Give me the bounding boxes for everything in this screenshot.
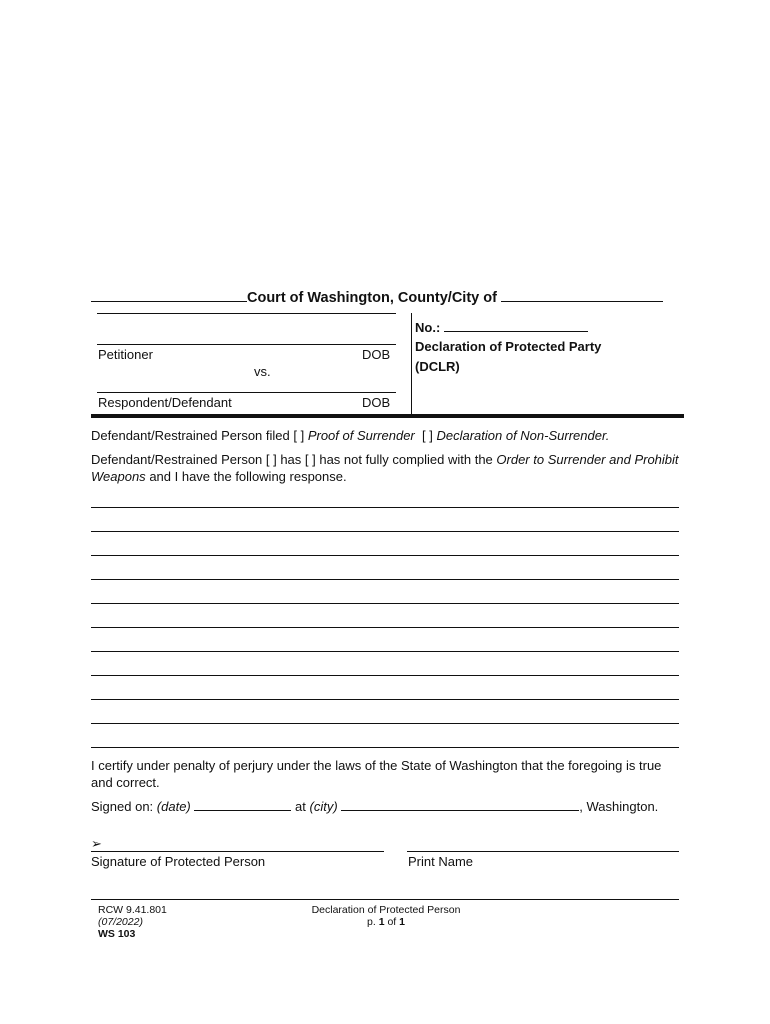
vs-label: vs. bbox=[254, 364, 271, 379]
footer-center bbox=[286, 904, 486, 928]
signature-field[interactable] bbox=[91, 851, 384, 852]
page-indicator bbox=[286, 916, 486, 928]
caption-top-line bbox=[97, 313, 396, 314]
response-line[interactable] bbox=[91, 603, 679, 604]
signed-on-row bbox=[91, 797, 686, 815]
declaration-non-surrender-option[interactable]: Declaration of Non-Surrender. bbox=[436, 428, 610, 443]
filed-checkbox-2[interactable]: [ ] bbox=[422, 428, 433, 443]
case-number-field[interactable] bbox=[444, 318, 588, 332]
complied-suffix: and I have the following response. bbox=[149, 469, 347, 484]
footer-doc-name: Declaration of Protected Person bbox=[311, 904, 461, 916]
at-label: at bbox=[295, 799, 306, 814]
form-revision: (07/2022) bbox=[98, 916, 143, 928]
city-label: (city) bbox=[309, 799, 338, 814]
respondent-dob-label: DOB bbox=[362, 395, 391, 410]
page-number: 1 bbox=[378, 916, 385, 928]
court-name-field[interactable] bbox=[91, 288, 247, 302]
footer-rule bbox=[91, 899, 679, 900]
order-title-part1: Order to Surrender and bbox=[496, 452, 631, 467]
order-title-part2: Prohibit Weapons bbox=[91, 452, 679, 484]
page-total: 1 bbox=[399, 916, 405, 928]
court-title: Court of Washington, County/City of bbox=[247, 290, 497, 306]
response-line[interactable] bbox=[91, 579, 679, 580]
footer-left bbox=[98, 904, 167, 940]
petitioner-label: Petitioner bbox=[98, 347, 153, 362]
filed-statement bbox=[91, 427, 691, 444]
signature-arrow-icon: ➢ bbox=[91, 836, 102, 851]
form-id: WS 103 bbox=[98, 928, 136, 940]
date-field[interactable] bbox=[194, 797, 291, 811]
filed-prefix: Defendant/Restrained Person filed [ ] bbox=[91, 428, 305, 443]
case-number-label: No.: bbox=[415, 320, 441, 335]
response-line[interactable] bbox=[91, 747, 679, 748]
print-name-field[interactable] bbox=[407, 851, 679, 852]
respondent-label: Respondent/Defendant bbox=[98, 395, 232, 410]
signed-on-label: Signed on: bbox=[91, 799, 154, 814]
print-name-label: Print Name bbox=[408, 854, 474, 869]
document-title-line1: Declaration of Protected Party bbox=[415, 339, 602, 354]
response-line[interactable] bbox=[91, 531, 679, 532]
respondent-name-field[interactable] bbox=[97, 392, 396, 393]
petitioner-dob-label: DOB bbox=[362, 347, 391, 362]
date-label: (date) bbox=[156, 799, 191, 814]
response-line[interactable] bbox=[91, 651, 679, 652]
document-title-line2: (DCLR) bbox=[415, 359, 460, 374]
certification-text: I certify under penalty of perjury under the laws of the State of Washington that the foregoing is true and correct. bbox=[91, 758, 662, 790]
page-of: of bbox=[387, 916, 397, 928]
county-city-field[interactable] bbox=[501, 288, 663, 302]
city-field[interactable] bbox=[341, 797, 579, 811]
response-line[interactable] bbox=[91, 555, 679, 556]
response-line[interactable] bbox=[91, 699, 679, 700]
court-title-row bbox=[91, 288, 679, 306]
washington-label: , Washington. bbox=[579, 799, 659, 814]
rcw-citation: RCW 9.41.801 bbox=[98, 904, 167, 916]
response-line[interactable] bbox=[91, 627, 679, 628]
response-line[interactable] bbox=[91, 675, 679, 676]
petitioner-name-field[interactable] bbox=[97, 344, 396, 345]
response-line[interactable] bbox=[91, 507, 679, 508]
caption-divider bbox=[411, 313, 412, 416]
compliance-statement bbox=[91, 451, 683, 485]
case-number-row bbox=[415, 318, 588, 335]
proof-of-surrender-option[interactable]: Proof of Surrender bbox=[307, 428, 415, 443]
page-prefix: p. bbox=[367, 916, 376, 928]
signature-label: Signature of Protected Person bbox=[91, 854, 266, 869]
caption-bottom-rule bbox=[91, 414, 684, 418]
complied-prefix: Defendant/Restrained Person [ ] has [ ] has not fully complied with the bbox=[91, 452, 493, 467]
response-line[interactable] bbox=[91, 723, 679, 724]
